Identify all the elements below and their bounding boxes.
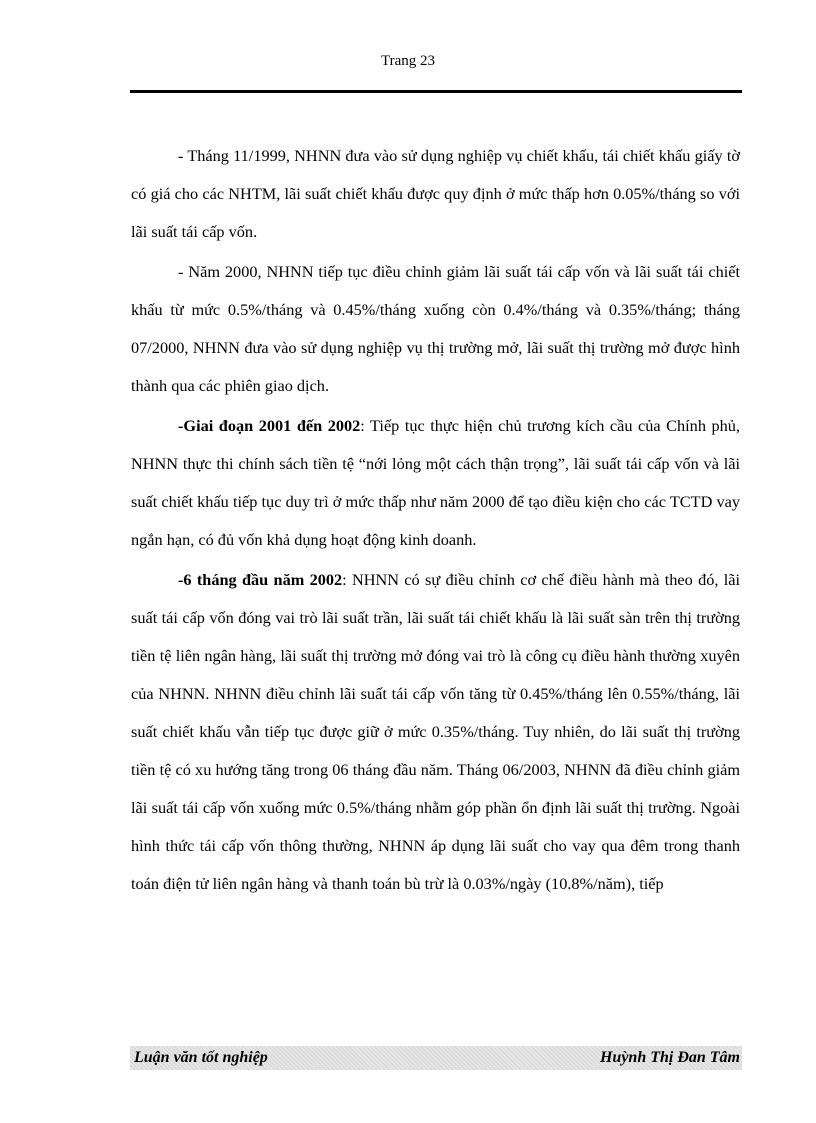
paragraph-1 [131,137,740,251]
paragraph-text: - Năm 2000, NHNN tiếp tục điều chỉnh giảm lãi suất tái cấp vốn và lãi suất tái chiết khấu từ mức 0.5%/tháng và 0.45%/tháng xuống còn 0.4%/tháng và 0.35%/tháng; tháng 07/2000, NHNN đưa vào sử dụng nghiệp vụ thị trường mở, lãi suất thị trường mở được hình thành qua các phiên giao dịch. [131,262,740,395]
paragraph-3 [131,407,740,559]
header-divider [130,90,742,93]
paragraph-2 [131,253,740,405]
page-footer [130,1046,742,1070]
page-header-title: Trang 23 [380,53,436,69]
footer-author-name: Huỳnh Thị Đan Tâm [599,1049,740,1066]
paragraph-text: : Tiếp tục thực hiện chủ trương kích cầu của Chính phủ, NHNN thực thi chính sách tiền tệ “nới lỏng một cách thận trọng”, lãi suất tái cấp vốn và lãi suất chiết khấu tiếp tục duy trì ở mức thấp như năm 2000 để tạo điều kiện cho các TCTD vay ngắn hạn, có đủ vốn khả dụng hoạt động kinh doanh. [131,416,740,550]
footer-thesis-label: Luận văn tốt nghiệp [134,1049,268,1066]
paragraph-4 [131,561,740,902]
document-body [131,137,740,905]
paragraph-label: -6 tháng đầu năm 2002 [178,570,343,590]
paragraph-text: : NHNN có sự điều chỉnh cơ chế điều hành mà theo đó, lãi suất tái cấp vốn đóng vai trò lãi suất trần, lãi suất tái chiết khấu là lãi suất sàn trên thị trường tiền tệ liên ngân hàng, lãi suất thị trường mở đóng vai trò là công cụ điều hành thường xuyên của NHNN. NHNN điều chỉnh lãi suất tái cấp vốn tăng từ 0.45%/tháng lên 0.55%/tháng, lãi suất chiết khấu vẫn tiếp tục được giữ ở mức 0.35%/tháng. Tuy nhiên, do lãi suất thị trường tiền tệ có xu hướng tăng trong 06 tháng đầu năm. Tháng 06/2003, NHNN đã điều chỉnh giảm lãi suất tái cấp vốn xuống mức 0.5%/tháng nhằm góp phần ổn định lãi suất thị trường. Ngoài hình thức tái cấp vốn thông thường, NHNN áp dụng lãi suất cho vay qua đêm trong thanh toán điện tử liên ngân hàng và thanh toán bù trừ là 0.03%/ngày (10.8%/năm), tiếp [131,570,740,893]
paragraph-label: -Giai đoạn 2001 đến 2002 [178,416,361,436]
paragraph-text: - Tháng 11/1999, NHNN đưa vào sử dụng nghiệp vụ chiết khấu, tái chiết khấu giấy tờ có giá cho các NHTM, lãi suất chiết khấu được quy định ở mức thấp hơn 0.05%/tháng so với lãi suất tái cấp vốn. [131,146,740,241]
